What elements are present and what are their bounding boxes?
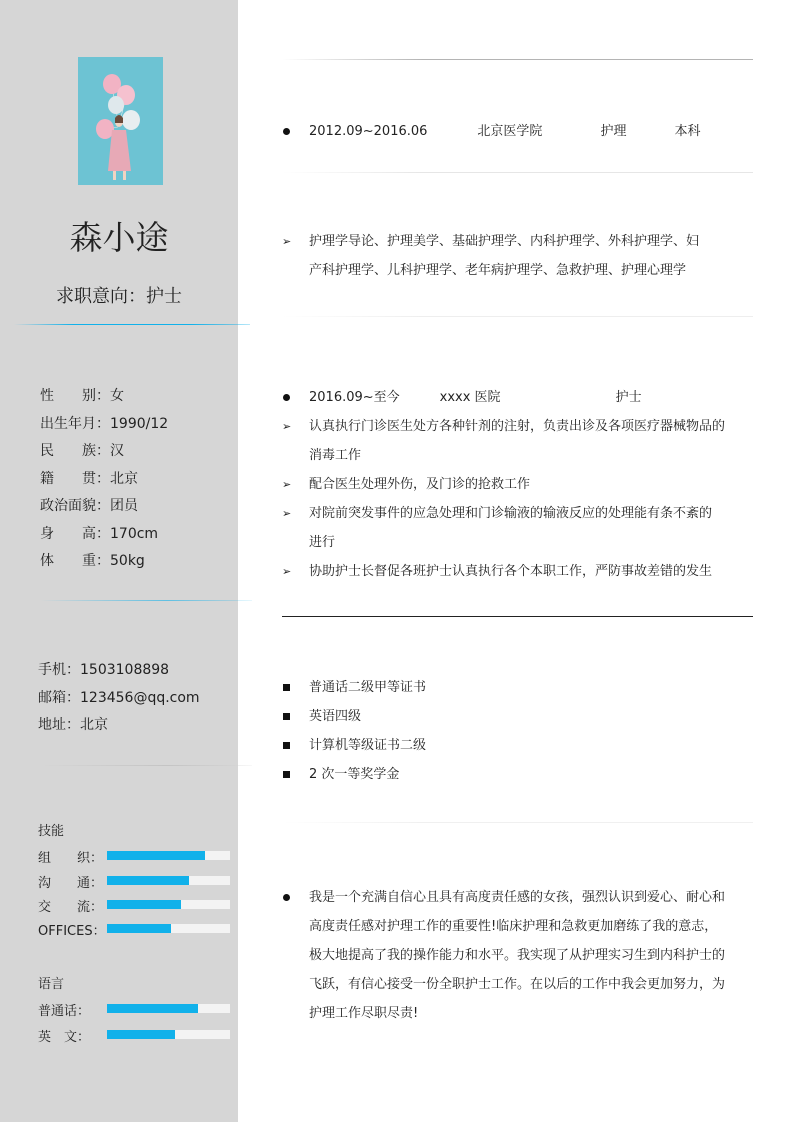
education-degree: 本科 [674,124,701,139]
work-duty: 认真执行门诊医生处方各种针剂的注射，负责出诊及各项医疗器械物品的 [309,419,726,434]
section-divider [282,822,753,823]
language-label: 普通话： [38,1004,91,1019]
language-bar-fill [107,1030,175,1039]
arrow-bullet-icon: ➢ [282,565,292,578]
evaluation-line: 飞跃，有信心接受一份全职护士工作。在以后的工作中我会更加努力，为 [309,977,726,992]
skill-label: OFFICES： [38,924,106,939]
personal-info-birth: 出生年月：1990/12 [40,415,169,432]
arrow-bullet-icon: ➢ [282,507,292,520]
divider [40,765,252,766]
bullet-dot-icon [283,128,290,135]
evaluation-line: 护理工作尽职尽责! [309,1006,419,1021]
skill-bar [107,924,230,933]
certificate-item: 计算机等级证书二级 [282,731,426,760]
education-entry [282,117,700,146]
arrow-bullet-icon: ➢ [282,235,292,248]
courses-entry [282,227,699,285]
personal-info-hometown: 籍 贯：北京 [40,470,138,487]
bullet-dot-icon [283,894,290,901]
skill-label: 组 织： [38,851,104,866]
candidate-name: 森小途 [69,218,169,257]
work-duty-continued: 进行 [309,535,336,550]
work-duty: 对院前突发事件的应急处理和门诊输液的输液反应的处理能有条不紊的 [309,506,713,521]
square-bullet-icon [283,684,290,691]
personal-info-ethnicity: 民 族：汉 [40,443,124,459]
certificate-item: 2 次一等奖学金 [282,760,426,789]
section-divider [282,616,753,617]
certificates-list [282,673,426,789]
skill-bar-fill [107,876,189,885]
evaluation-line: 极大地提高了我的操作能力和水平。我实现了从护理实习生到内科护士的 [309,948,726,963]
language-bar [107,1004,230,1013]
contact-info [38,657,200,740]
divider [40,600,252,601]
work-period: 2016.09~至今 [309,390,400,405]
arrow-bullet-icon: ➢ [282,420,292,433]
profile-photo-illustration [78,57,163,185]
personal-info-height: 身 高：170cm [40,525,159,542]
work-position: 护士 [615,390,642,405]
skill-bar [107,851,230,860]
skill-bar [107,900,230,909]
education-period: 2012.09~2016.06 [309,124,428,139]
section-divider [282,172,753,173]
certificate-item: 英语四级 [282,702,426,731]
personal-info-weight: 体 重：50kg [40,553,145,569]
education-major: 护理 [600,124,627,139]
work-duty-continued: 消毒工作 [309,448,362,463]
evaluation-line: 我是一个充满自信心且具有高度责任感的女孩，强烈认识到爱心、耐心和 [309,890,726,905]
skill-bar-fill [107,924,171,933]
section-divider [282,59,753,60]
language-bar-fill [107,1004,198,1013]
personal-info [40,383,168,576]
work-duty: 配合医生处理外伤，及门诊的抢救工作 [309,477,531,492]
skill-bar-fill [107,851,205,860]
square-bullet-icon [283,742,290,749]
courses-line: 护理学导论、护理美学、基础护理学、内科护理学、外科护理学、妇 [309,234,700,249]
languages-title: 语言 [38,977,65,992]
square-bullet-icon [283,771,290,778]
work-entry [282,383,725,586]
contact-phone: 手机：15031088​98 [38,662,170,678]
personal-info-political: 政治面貌：团员 [40,498,138,514]
work-duty: 协助护士长督促各班护士认真执行各个本职工作，严防事故差错的发生 [309,564,713,579]
section-divider [282,316,753,317]
bullet-dot-icon [283,394,290,401]
sidebar [0,0,238,1122]
certificate-item: 普通话二级甲等证书 [282,673,426,702]
self-evaluation [282,883,725,1028]
evaluation-line: 高度责任感对护理工作的重要性!临床护理和急救更加磨练了我的意志， [309,919,718,934]
skill-label: 交 流： [38,900,104,915]
contact-address: 地址：北京 [38,717,108,733]
job-intent: 求职意向：护士 [56,286,182,307]
square-bullet-icon [283,713,290,720]
work-hospital: xxxx 医院 [439,390,501,405]
skill-bar-fill [107,900,181,909]
education-school: 北京医学院 [477,124,543,139]
main-content [282,0,753,1122]
profile-photo [78,57,163,185]
personal-info-gender: 性 别：女 [40,388,124,404]
divider [14,324,250,325]
language-label: 英 文： [38,1030,91,1045]
skill-label: 沟 通： [38,876,104,891]
courses-line: 产科护理学、儿科护理学、老年病护理学、急救护理、护理心理学 [309,263,687,278]
skill-bar [107,876,230,885]
contact-email: 邮箱：123456@qq.com [38,689,200,706]
arrow-bullet-icon: ➢ [282,478,292,491]
skills-title: 技能 [38,824,65,839]
language-bar [107,1030,230,1039]
